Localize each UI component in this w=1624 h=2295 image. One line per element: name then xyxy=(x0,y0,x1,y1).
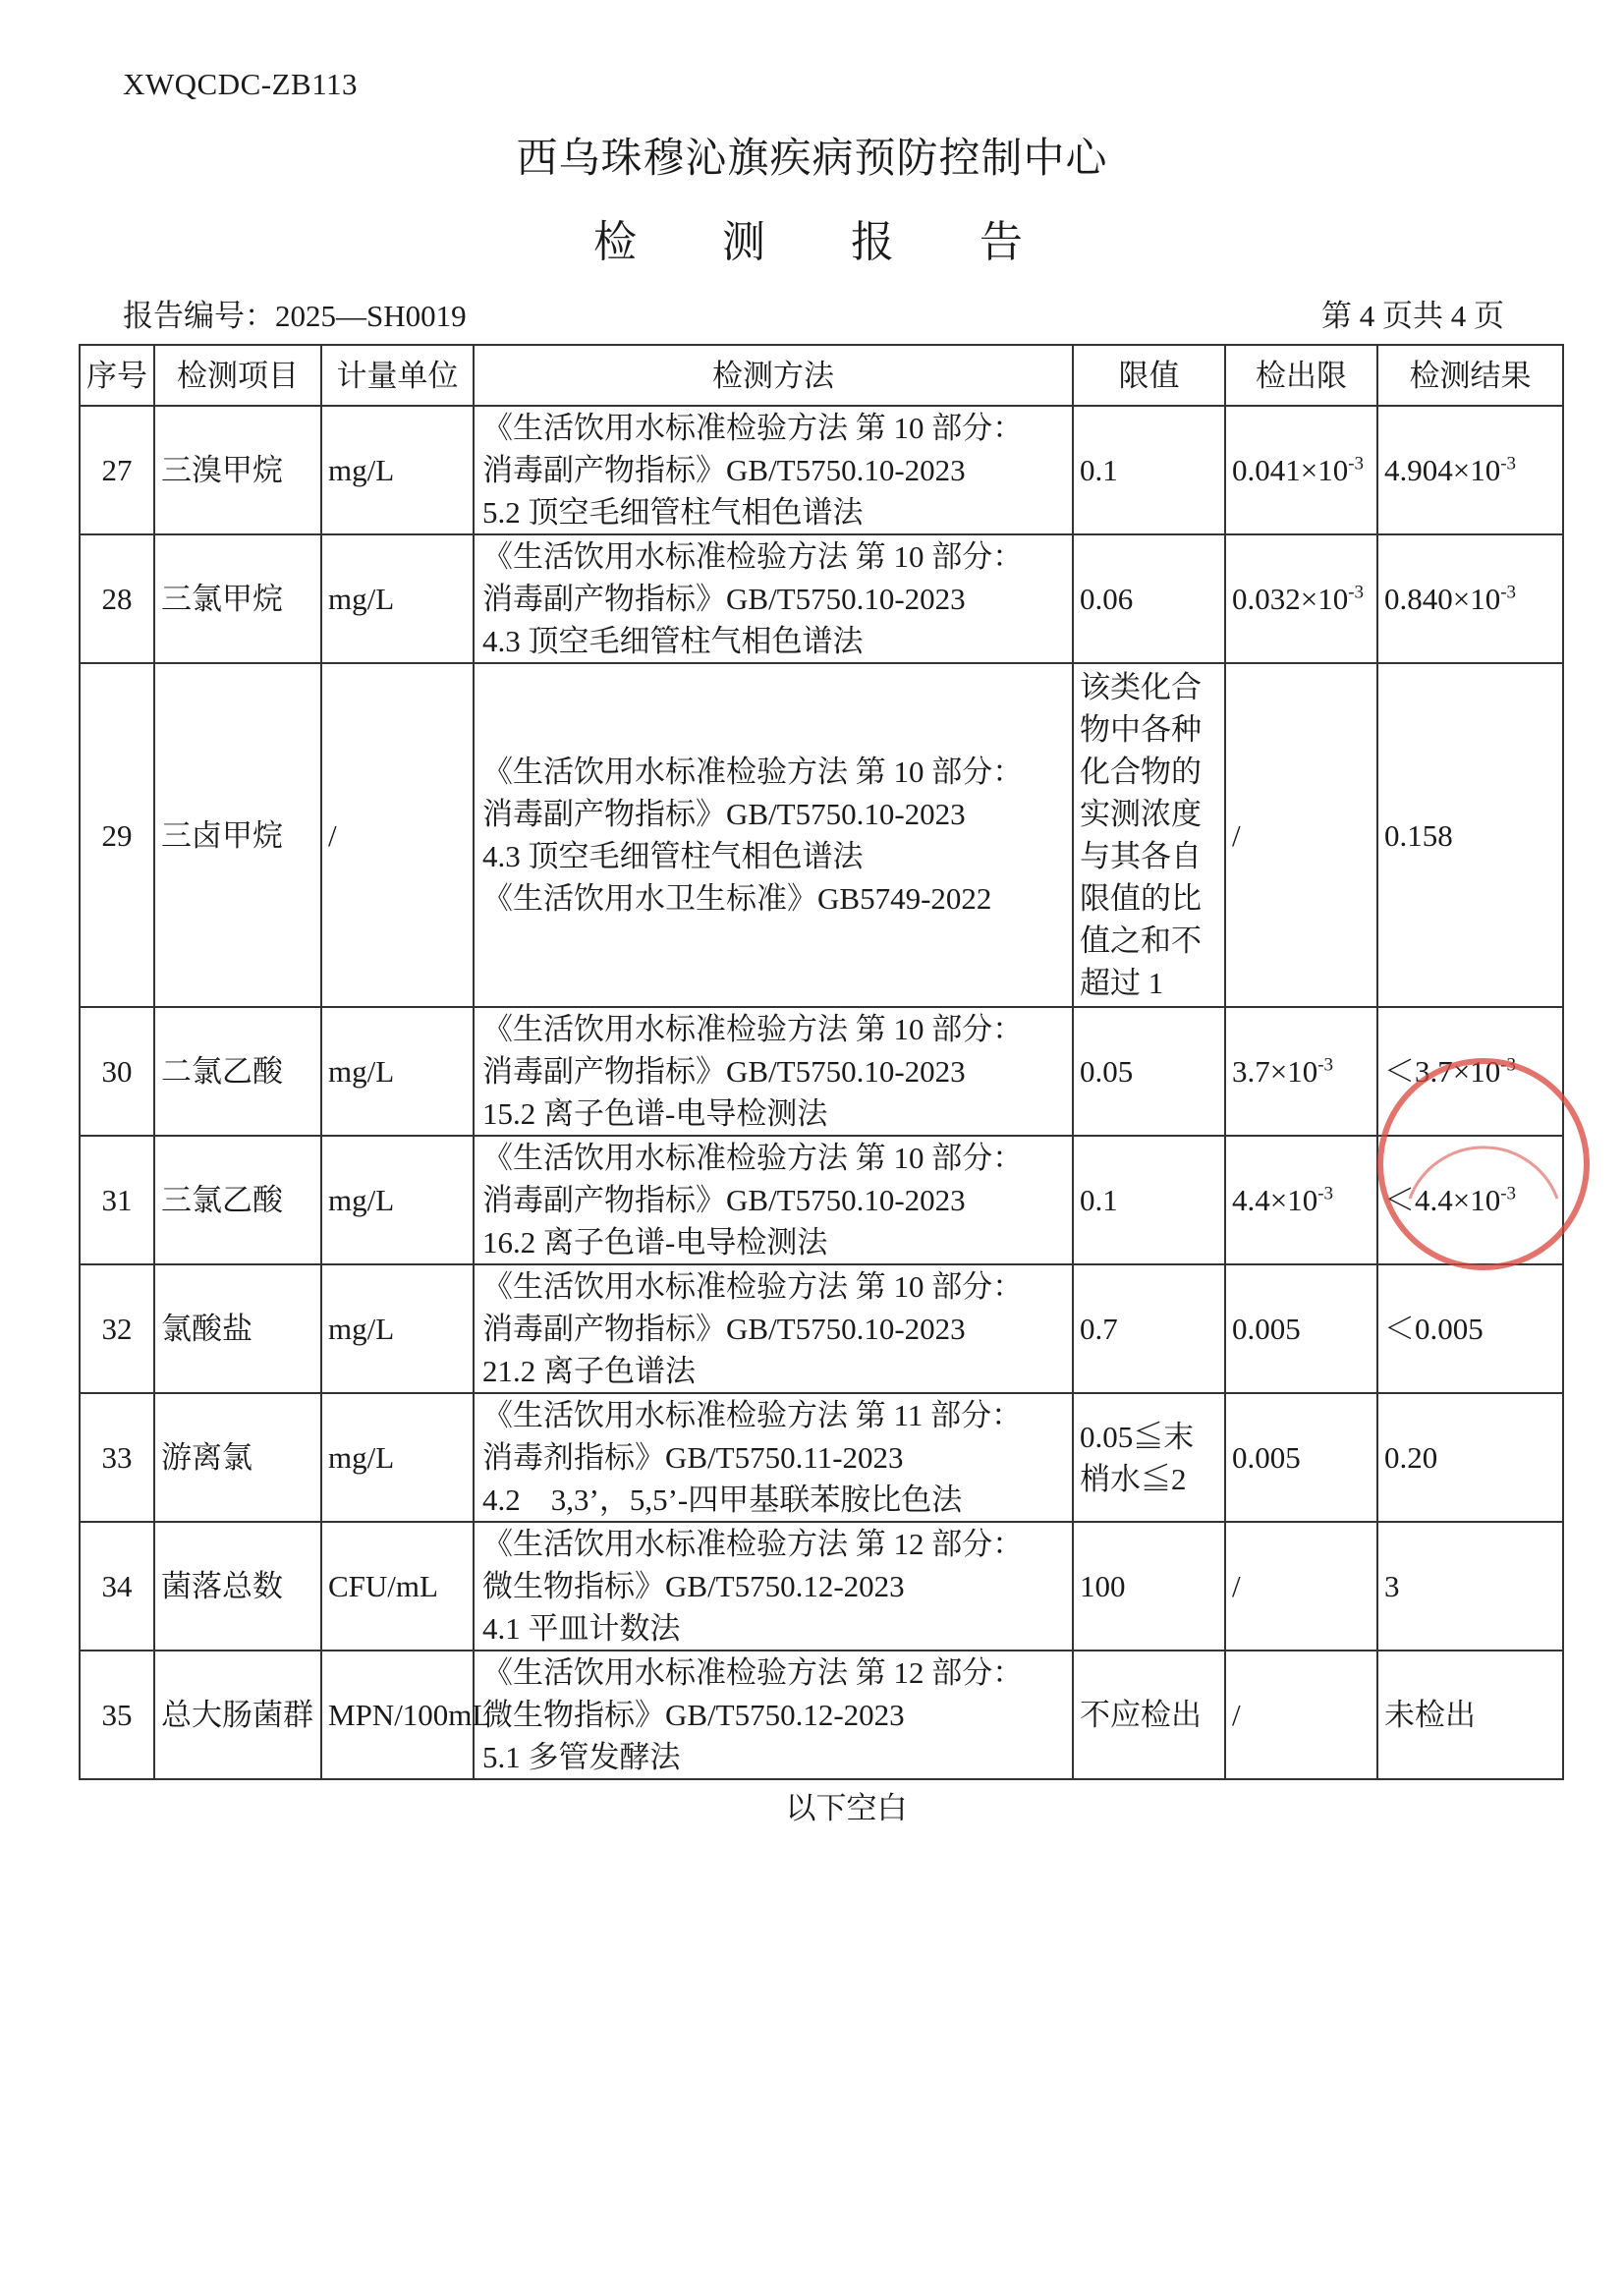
method-line: 5.2 顶空毛细管柱气相色谱法 xyxy=(482,495,864,530)
detect-limit-value: 3.7×10 xyxy=(1232,1054,1318,1089)
cell-item: 氯酸盐 xyxy=(154,1264,321,1393)
cell-no: 34 xyxy=(80,1522,154,1651)
table-row xyxy=(80,1651,1563,1779)
method-line: 《生活饮用水标准检验方法 第 10 部分： xyxy=(482,411,1024,445)
cell-unit: CFU/mL xyxy=(321,1522,474,1651)
cell-detect-limit xyxy=(1225,406,1377,534)
cell-method xyxy=(474,663,1073,1007)
cell-item: 三卤甲烷 xyxy=(154,663,321,1007)
cell-method xyxy=(474,1264,1073,1393)
cell-detect-limit xyxy=(1225,1007,1377,1136)
detect-limit-value: 0.005 xyxy=(1232,1312,1301,1346)
cell-result xyxy=(1377,1393,1563,1522)
cell-limit: 0.05≦末梢水≦2 xyxy=(1073,1393,1225,1522)
method-line: 4.3 顶空毛细管柱气相色谱法 xyxy=(482,624,864,658)
method-line: 5.1 多管发酵法 xyxy=(482,1740,681,1774)
cell-no: 33 xyxy=(80,1393,154,1522)
method-line: 《生活饮用水标准检验方法 第 12 部分： xyxy=(482,1527,1024,1561)
table-row xyxy=(80,1007,1563,1136)
method-line: 4.2 3,3’，5,5’-四甲基联苯胺比色法 xyxy=(482,1483,963,1517)
method-line: 消毒剂指标》GB/T5750.11-2023 xyxy=(482,1440,904,1475)
cell-detect-limit xyxy=(1225,663,1377,1007)
exponent: -3 xyxy=(1500,1054,1517,1076)
detect-limit-value: 0.032×10 xyxy=(1232,582,1349,616)
table-row xyxy=(80,1136,1563,1264)
cell-method xyxy=(474,534,1073,663)
method-line: 消毒副产物指标》GB/T5750.10-2023 xyxy=(482,797,966,831)
result-value: 未检出 xyxy=(1384,1698,1476,1732)
cell-no: 28 xyxy=(80,534,154,663)
method-line: 消毒副产物指标》GB/T5750.10-2023 xyxy=(482,453,966,487)
cell-unit: mg/L xyxy=(321,1007,474,1136)
cell-item: 游离氯 xyxy=(154,1393,321,1522)
method-line: 《生活饮用水标准检验方法 第 10 部分： xyxy=(482,539,1024,574)
cell-result xyxy=(1377,663,1563,1007)
method-line: 4.1 平皿计数法 xyxy=(482,1611,681,1646)
cell-method xyxy=(474,1007,1073,1136)
result-value: 3 xyxy=(1384,1569,1400,1603)
method-line: 微生物指标》GB/T5750.12-2023 xyxy=(482,1569,905,1603)
cell-unit: MPN/100mL xyxy=(321,1651,474,1779)
detect-limit-value: / xyxy=(1232,817,1241,853)
table-row xyxy=(80,1264,1563,1393)
method-line: 4.3 顶空毛细管柱气相色谱法 xyxy=(482,839,864,873)
header-detect-limit: 检出限 xyxy=(1225,345,1377,406)
cell-no: 32 xyxy=(80,1264,154,1393)
result-value: ＜4.4×10 xyxy=(1384,1183,1501,1217)
result-value: 0.158 xyxy=(1384,817,1453,853)
exponent: -3 xyxy=(1500,582,1517,603)
method-line: 《生活饮用水卫生标准》GB5749-2022 xyxy=(482,881,992,916)
page-indicator: 第 4 页共 4 页 xyxy=(1321,299,1504,333)
cell-method xyxy=(474,1393,1073,1522)
header-unit: 计量单位 xyxy=(321,345,474,406)
cell-no: 30 xyxy=(80,1007,154,1136)
document-code: XWQCDC-ZB113 xyxy=(123,67,359,101)
cell-detect-limit xyxy=(1225,1136,1377,1264)
method-line: 消毒副产物指标》GB/T5750.10-2023 xyxy=(482,1054,966,1089)
method-line: 消毒副产物指标》GB/T5750.10-2023 xyxy=(482,1312,966,1346)
cell-limit: 不应检出 xyxy=(1073,1651,1225,1779)
method-line: 《生活饮用水标准检验方法 第 10 部分： xyxy=(482,755,1024,789)
detect-limit-value: 4.4×10 xyxy=(1232,1183,1318,1217)
cell-method xyxy=(474,406,1073,534)
cell-limit: 0.1 xyxy=(1073,406,1225,534)
cell-detect-limit xyxy=(1225,1264,1377,1393)
exponent: -3 xyxy=(1317,1054,1334,1076)
method-line: 21.2 离子色谱法 xyxy=(482,1354,696,1388)
cell-item: 三溴甲烷 xyxy=(154,406,321,534)
detect-limit-value: / xyxy=(1232,1569,1241,1603)
cell-result xyxy=(1377,1651,1563,1779)
cell-unit: mg/L xyxy=(321,1136,474,1264)
cell-no: 35 xyxy=(80,1651,154,1779)
header-method: 检测方法 xyxy=(474,345,1073,406)
cell-item: 三氯乙酸 xyxy=(154,1136,321,1264)
blank-below-note: 以下空白 xyxy=(785,1791,908,1825)
cell-unit: mg/L xyxy=(321,406,474,534)
cell-result xyxy=(1377,1522,1563,1651)
cell-item: 二氯乙酸 xyxy=(154,1007,321,1136)
exponent: -3 xyxy=(1500,453,1517,475)
method-line: 《生活饮用水标准检验方法 第 11 部分： xyxy=(482,1398,1023,1432)
result-value: ＜0.005 xyxy=(1384,1312,1484,1346)
cell-limit: 0.05 xyxy=(1073,1007,1225,1136)
results-table xyxy=(79,344,1564,1780)
result-value: 0.20 xyxy=(1384,1440,1438,1475)
method-line: 16.2 离子色谱-电导检测法 xyxy=(482,1225,828,1259)
method-line: 微生物指标》GB/T5750.12-2023 xyxy=(482,1698,905,1732)
cell-detect-limit xyxy=(1225,1393,1377,1522)
cell-no: 31 xyxy=(80,1136,154,1264)
result-value: 4.904×10 xyxy=(1384,453,1501,487)
cell-limit: 该类化合物中各种化合物的实测浓度与其各自限值的比值之和不超过 1 xyxy=(1073,663,1225,1007)
table-row xyxy=(80,1522,1563,1651)
exponent: -3 xyxy=(1500,1183,1517,1204)
method-line: 消毒副产物指标》GB/T5750.10-2023 xyxy=(482,582,966,616)
table-row xyxy=(80,663,1563,1007)
result-value: ＜3.7×10 xyxy=(1384,1054,1501,1089)
cell-item: 三氯甲烷 xyxy=(154,534,321,663)
method-line: 《生活饮用水标准检验方法 第 10 部分： xyxy=(482,1269,1024,1304)
cell-detect-limit xyxy=(1225,534,1377,663)
exponent: -3 xyxy=(1348,582,1365,603)
cell-result xyxy=(1377,1264,1563,1393)
cell-method xyxy=(474,1136,1073,1264)
table-row xyxy=(80,534,1563,663)
detect-limit-value: / xyxy=(1232,1698,1241,1732)
header-item: 检测项目 xyxy=(154,345,321,406)
cell-result xyxy=(1377,534,1563,663)
method-line: 《生活饮用水标准检验方法 第 10 部分： xyxy=(482,1141,1024,1175)
cell-unit: mg/L xyxy=(321,1393,474,1522)
method-line: 15.2 离子色谱-电导检测法 xyxy=(482,1096,828,1131)
cell-result xyxy=(1377,406,1563,534)
report-title: 检 测 报 告 xyxy=(593,218,1060,266)
header-limit: 限值 xyxy=(1073,345,1225,406)
cell-no: 29 xyxy=(80,663,154,1007)
detect-limit-value: 0.005 xyxy=(1232,1440,1301,1475)
table-body xyxy=(80,406,1563,1779)
table-header-row xyxy=(80,345,1563,406)
cell-detect-limit xyxy=(1225,1522,1377,1651)
cell-result xyxy=(1377,1007,1563,1136)
cell-limit: 0.7 xyxy=(1073,1264,1225,1393)
cell-result xyxy=(1377,1136,1563,1264)
cell-detect-limit xyxy=(1225,1651,1377,1779)
method-line: 消毒副产物指标》GB/T5750.10-2023 xyxy=(482,1183,966,1217)
header-no: 序号 xyxy=(80,345,154,406)
table-row xyxy=(80,406,1563,534)
cell-item: 菌落总数 xyxy=(154,1522,321,1651)
table-row xyxy=(80,1393,1563,1522)
cell-method xyxy=(474,1651,1073,1779)
cell-limit: 0.1 xyxy=(1073,1136,1225,1264)
cell-method xyxy=(474,1522,1073,1651)
cell-no: 27 xyxy=(80,406,154,534)
exponent: -3 xyxy=(1348,453,1365,475)
cell-item: 总大肠菌群 xyxy=(154,1651,321,1779)
report-number: 报告编号：2025—SH0019 xyxy=(123,299,467,333)
organization-name: 西乌珠穆沁旗疾病预防控制中心 xyxy=(516,137,1108,182)
method-line: 《生活饮用水标准检验方法 第 12 部分： xyxy=(482,1655,1024,1690)
cell-limit: 0.06 xyxy=(1073,534,1225,663)
cell-limit: 100 xyxy=(1073,1522,1225,1651)
exponent: -3 xyxy=(1317,1183,1334,1204)
cell-unit: mg/L xyxy=(321,534,474,663)
cell-unit: / xyxy=(321,663,474,1007)
cell-unit: mg/L xyxy=(321,1264,474,1393)
detect-limit-value: 0.041×10 xyxy=(1232,453,1349,487)
method-line: 《生活饮用水标准检验方法 第 10 部分： xyxy=(482,1012,1024,1046)
result-value: 0.840×10 xyxy=(1384,582,1501,616)
header-result: 检测结果 xyxy=(1377,345,1563,406)
